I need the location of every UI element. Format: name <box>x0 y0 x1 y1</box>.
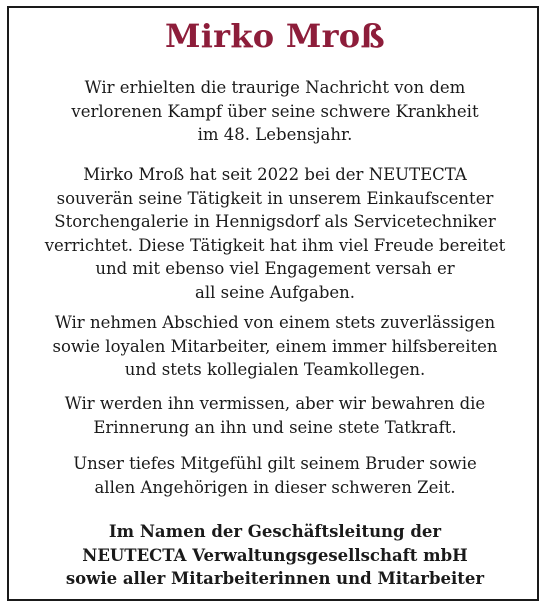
text-line: Erinnerung an ihn und seine stete Tatkraft. <box>93 417 457 437</box>
text-line: verlorenen Kampf über seine schwere Krankheit <box>71 101 479 121</box>
text-line: verrichtet. Diese Tätigkeit hat ihm viel Freude bereitet <box>44 235 506 255</box>
signature-line: sowie aller Mitarbeiterinnen und Mitarbeiter <box>65 569 485 588</box>
text-line: sowie loyalen Mitarbeiter, einem immer hilfsbereiten <box>52 336 498 356</box>
paragraph-remembrance <box>20 392 530 439</box>
paragraph-condolence <box>20 452 530 499</box>
text-line: im 48. Lebensjahr. <box>197 125 353 144</box>
text-line: Unser tiefes Mitgefühl gilt seinem Bruder sowie <box>73 454 477 473</box>
text-line: Mirko Mroß hat seit 2022 bei der NEUTECTA <box>83 165 467 184</box>
signature-block <box>20 520 530 591</box>
paragraph-farewell <box>20 311 530 382</box>
text-line: souverän seine Tätigkeit in unserem Einkaufscenter <box>56 188 494 208</box>
signature-line: NEUTECTA Verwaltungsgesellschaft mbH <box>82 545 468 565</box>
paragraph-announcement <box>20 76 530 147</box>
signature-line: Im Namen der Geschäftsleitung der <box>108 522 442 541</box>
text-line: allen Angehörigen in dieser schweren Zeit. <box>94 477 456 497</box>
text-line: all seine Aufgaben. <box>194 282 356 302</box>
text-line: und stets kollegialen Teamkollegen. <box>124 360 426 379</box>
paragraph-career <box>20 163 530 304</box>
text-line: Wir erhielten die traurige Nachricht von dem <box>84 78 466 97</box>
text-line: Wir nehmen Abschied von einem stets zuverlässigen <box>54 313 496 332</box>
text-line: und mit ebenso viel Engagement versah er <box>95 259 455 278</box>
text-line: Storchengalerie in Hennigsdorf als Servicetechniker <box>54 212 496 231</box>
deceased-name: Mirko Mroß <box>164 17 386 55</box>
text-line: Wir werden ihn vermissen, aber wir bewahren die <box>64 394 486 413</box>
